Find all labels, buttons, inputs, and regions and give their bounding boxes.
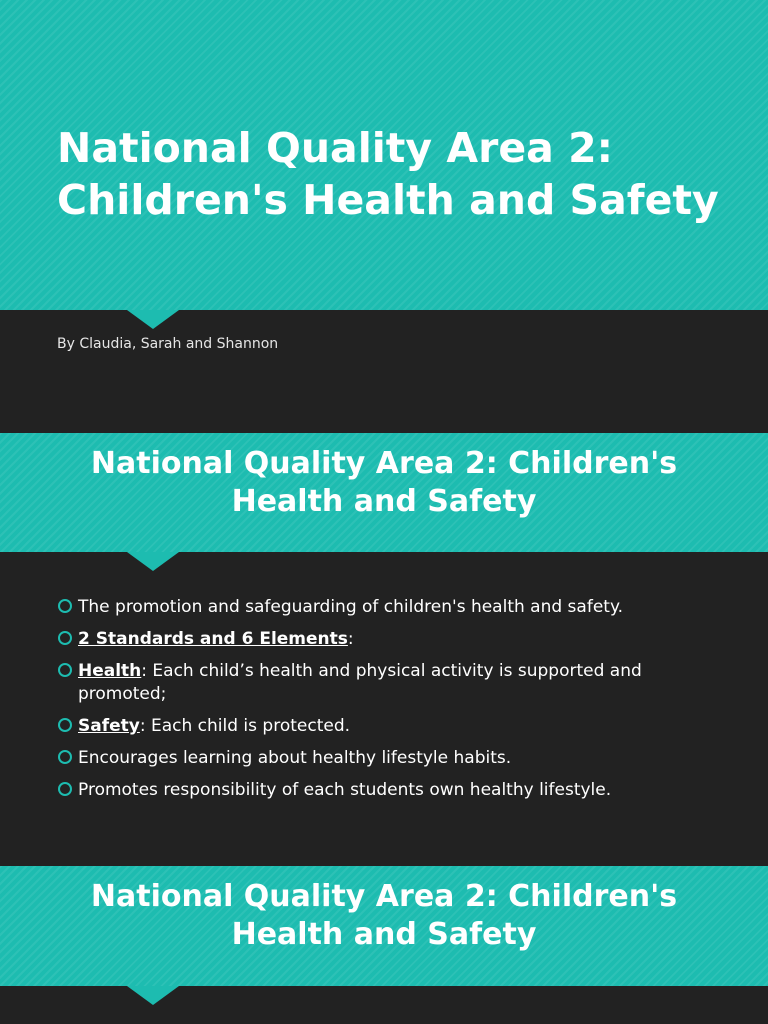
bullet-circle-icon: [58, 718, 72, 732]
bullet-circle-icon: [58, 599, 72, 613]
bullet-lead: Health: [78, 661, 142, 681]
slide1-title: National Quality Area 2: Children's Health and Safety: [57, 124, 719, 224]
bullet-item: [58, 747, 718, 770]
bullet-item: [58, 660, 718, 706]
bullet-text: Encourages learning about healthy lifestyle habits.: [78, 748, 512, 768]
bullet-item: [58, 596, 718, 619]
bullet-circle-icon: [58, 782, 72, 796]
bullet-text: Promotes responsibility of each students own healthy lifestyle.: [78, 780, 612, 800]
slide1-body: [0, 310, 768, 433]
bullet-item: [58, 715, 718, 738]
bullet-lead: Safety: [78, 716, 140, 736]
slide2-notch: [127, 552, 179, 571]
bullet-circle-icon: [58, 663, 72, 677]
slide1-notch: [127, 310, 179, 329]
slide1-title-band: [0, 0, 768, 310]
bullet-lead: 2 Standards and 6 Elements: [78, 629, 348, 649]
bullet-text: : Each child is protected.: [139, 716, 351, 736]
slide3-body: [0, 986, 768, 1024]
slide1-subtitle: By Claudia, Sarah and Shannon: [57, 336, 279, 352]
bullet-text: :: [347, 629, 354, 649]
bullet-item: [58, 628, 718, 651]
slide2-title: National Quality Area 2: Children's Health and Safety: [90, 446, 678, 519]
slide3-title: National Quality Area 2: Children's Health and Safety: [90, 879, 678, 952]
slide2-title-band: [0, 433, 768, 552]
slide3-notch: [127, 986, 179, 1005]
bullet-list: [58, 596, 718, 811]
slide3-title-band: [0, 866, 768, 986]
bullet-text: : Each child’s health and physical activity is supported and promoted;: [78, 661, 642, 704]
bullet-circle-icon: [58, 750, 72, 764]
bullet-text: The promotion and safeguarding of children's health and safety.: [78, 597, 623, 617]
bullet-circle-icon: [58, 631, 72, 645]
bullet-item: [58, 779, 718, 802]
